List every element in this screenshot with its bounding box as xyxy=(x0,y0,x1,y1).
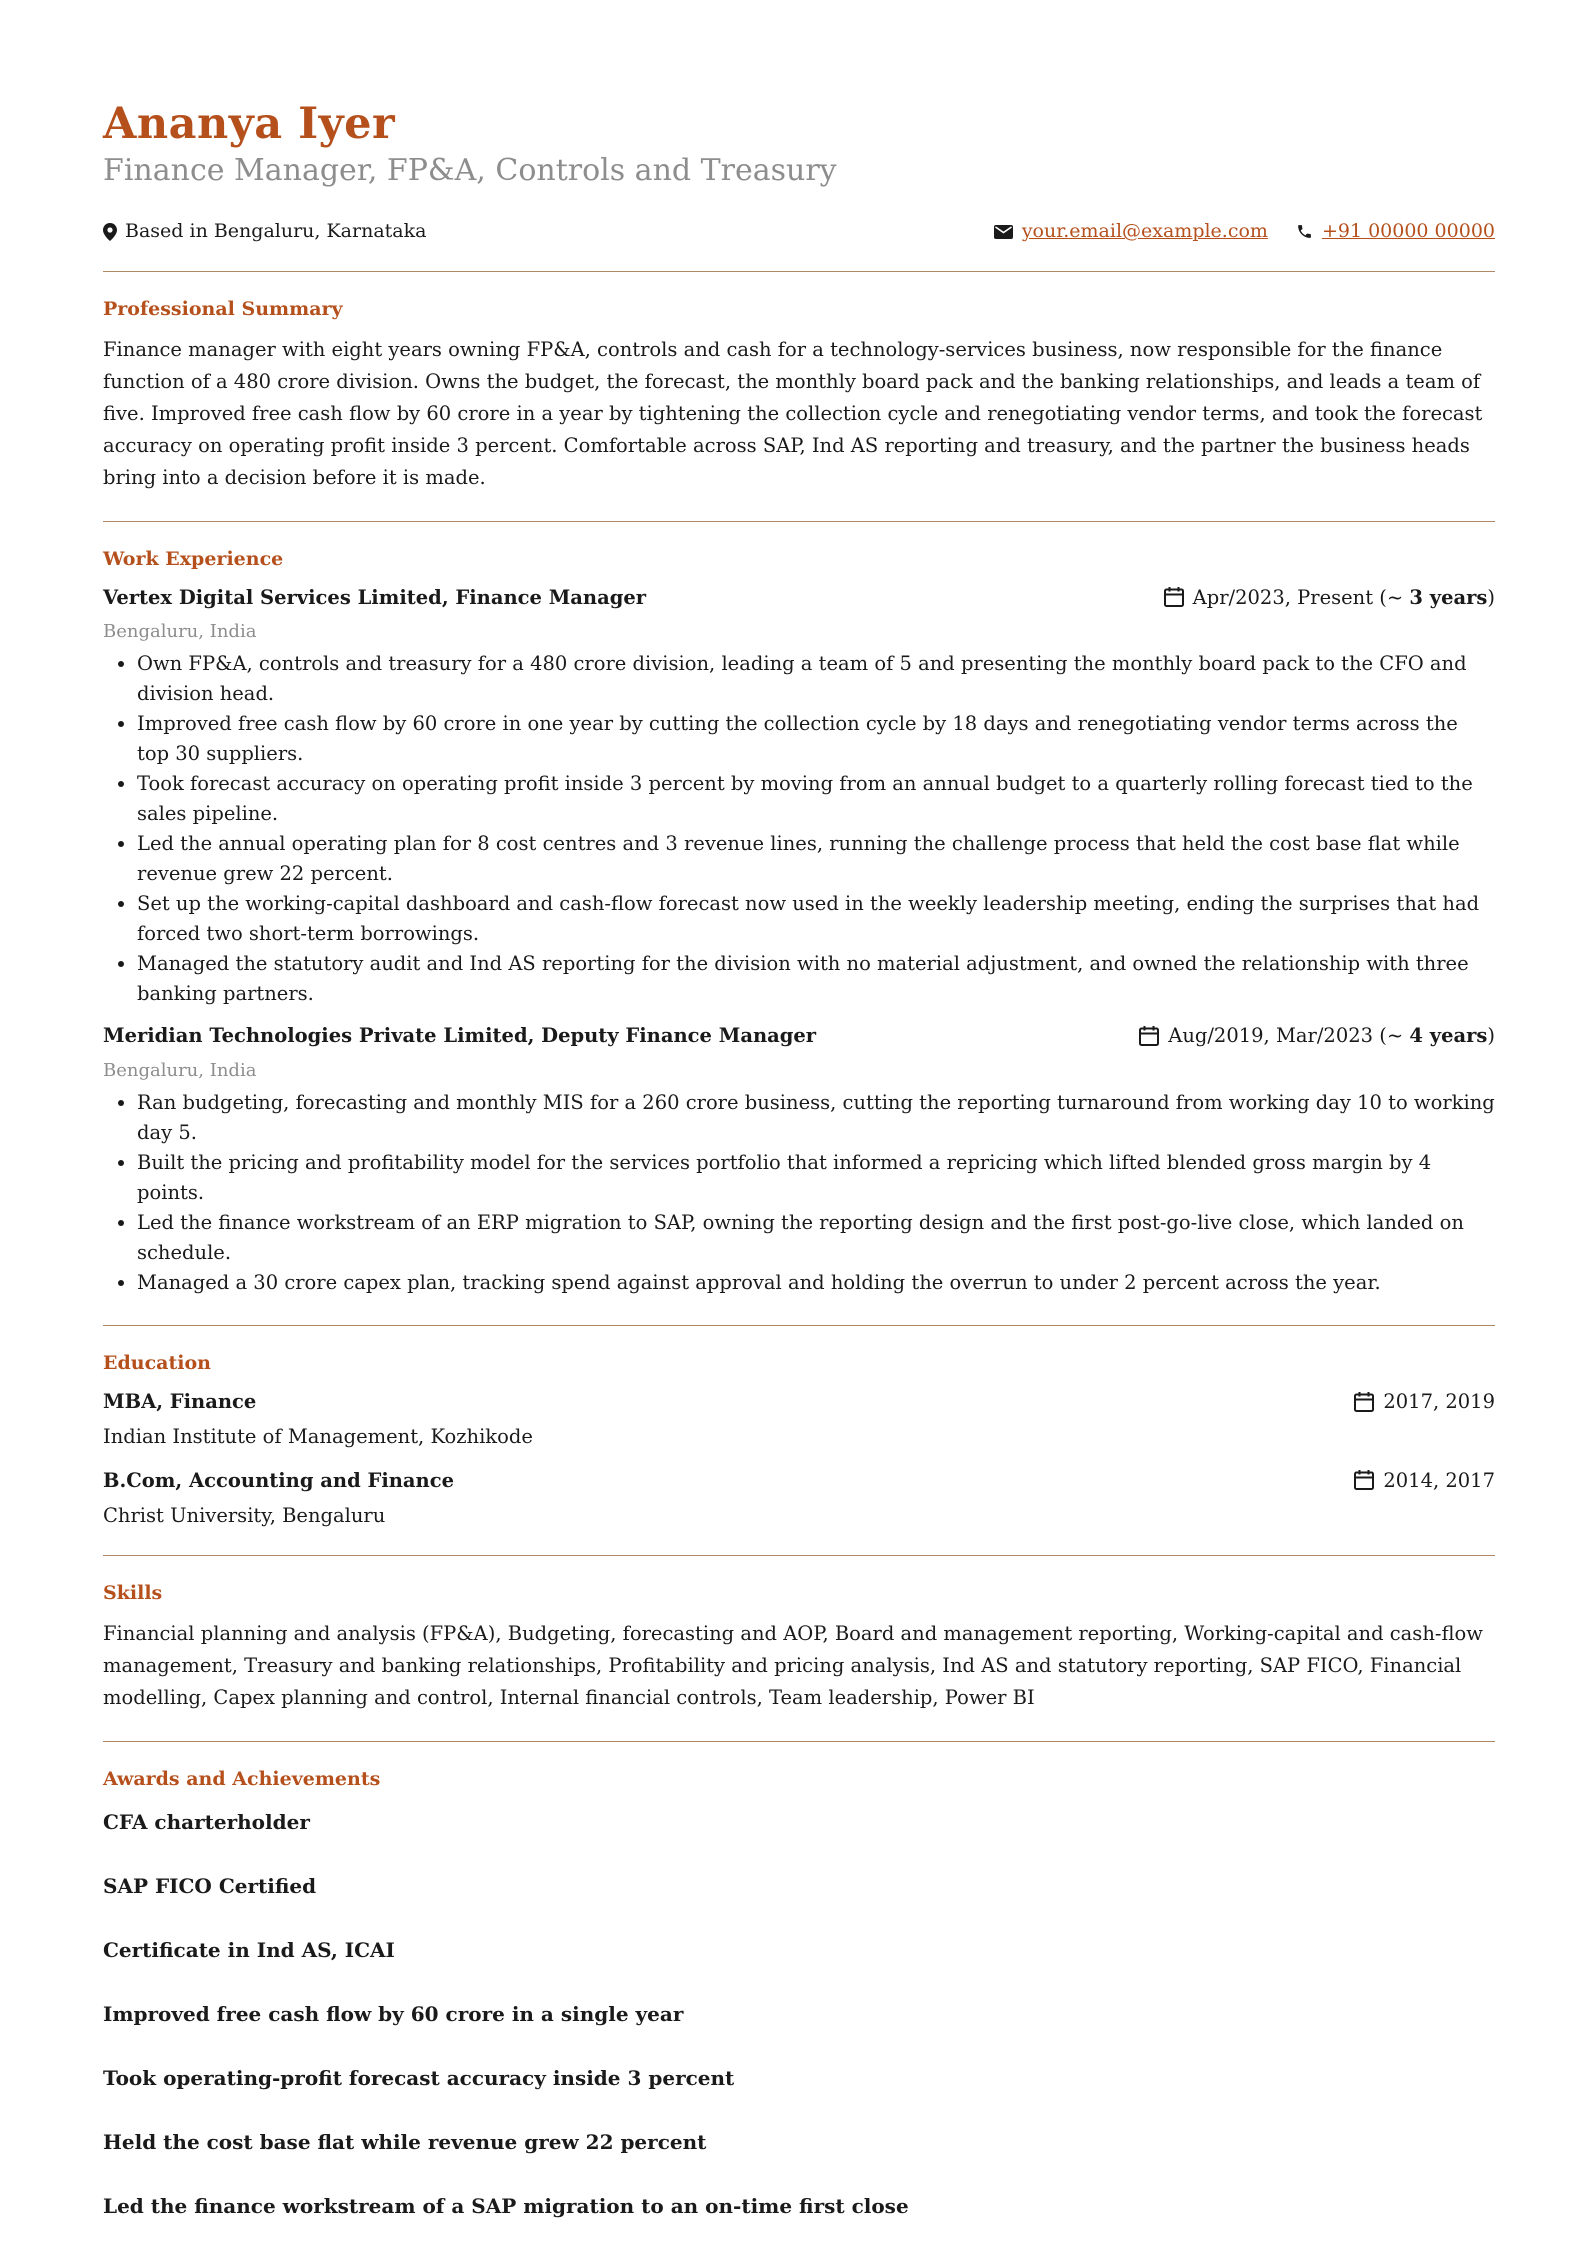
awards-heading: Awards and Achievements xyxy=(103,1768,381,1791)
skills-heading: Skills xyxy=(103,1582,163,1605)
education-degree: MBA, Finance xyxy=(103,1389,257,1413)
date-range: Apr/2023, Present (~ xyxy=(1192,585,1410,609)
award-item: Took operating-profit forecast accuracy inside 3 percent xyxy=(103,2065,735,2090)
section-divider xyxy=(103,1325,1495,1326)
envelope-icon xyxy=(994,225,1013,239)
job-header: Vertex Digital Services Limited, Finance Manager Apr/2023, Present (~ 3 years) xyxy=(103,585,1495,609)
summary-heading: Professional Summary xyxy=(103,298,343,321)
map-pin-icon xyxy=(103,223,117,241)
resume-page xyxy=(103,100,1495,2219)
calendar-icon xyxy=(1138,1025,1160,1047)
education-header xyxy=(103,1389,1495,1414)
education-degree: B.Com, Accounting and Finance xyxy=(103,1468,455,1492)
list-item: • Own FP&A, controls and treasury for a 480 crore division, leading a team of 5 and presenting the monthly board pack to the CFO and division head. xyxy=(137,649,1495,709)
list-item: • Led the finance workstream of an ERP migration to SAP, owning the reporting design and the first post-go-live close, which landed on schedule. xyxy=(137,1208,1495,1268)
email-link[interactable]: your.email@example.com xyxy=(1021,220,1268,243)
job-dates xyxy=(1163,585,1495,610)
summary-text: Finance manager with eight years owning FP&A, controls and cash for a technology-services business, now responsible for the finance function of a 480 crore division. Owns the budget, the forecast, the monthly board pack and the banking relationships, and leads a team of five. Improved free cash flow by 60 crore in a year by tightening the collection cycle and renegotiating vendor terms, and took the forecast accuracy on operating profit inside 3 percent. Comfortable across SAP, Ind AS reporting and treasury, and the partner the business heads bring into a decision before it is made. xyxy=(103,337,1483,489)
award-item: Certificate in Ind AS, ICAI xyxy=(103,1937,395,1962)
job-entry xyxy=(103,1023,1495,1298)
section-divider xyxy=(103,521,1495,522)
email-block xyxy=(994,219,1268,244)
job-company: Vertex Digital Services Limited xyxy=(103,585,442,609)
date-range: 2017, 2019 xyxy=(1383,1389,1495,1413)
award-item: Led the finance workstream of a SAP migration to an on-time first close xyxy=(103,2193,909,2218)
list-item: • Led the annual operating plan for 8 cost centres and 3 revenue lines, running the challenge process that held the cost base flat while revenue grew 22 percent. xyxy=(137,829,1495,889)
job-location: Bengaluru, India xyxy=(103,1059,257,1081)
job-dates xyxy=(1138,1023,1495,1048)
job-role: Deputy Finance Manager xyxy=(541,1024,817,1048)
education-dates xyxy=(1353,1468,1495,1493)
date-range: 2014, 2017 xyxy=(1383,1468,1495,1492)
candidate-headline: Finance Manager, FP&A, Controls and Treasury xyxy=(103,153,837,189)
education-entry xyxy=(103,1389,1495,1450)
experience-heading: Work Experience xyxy=(103,547,284,570)
award-item: Improved free cash flow by 60 crore in a single year xyxy=(103,2001,684,2026)
education-header xyxy=(103,1468,1495,1493)
education-dates xyxy=(1353,1389,1495,1414)
list-item: • Managed the statutory audit and Ind AS reporting for the division with no material adjustment, and owned the relationship with three banking partners. xyxy=(137,949,1495,1009)
job-role: Finance Manager xyxy=(455,585,647,609)
education-heading: Education xyxy=(103,1352,211,1375)
date-range: Aug/2019, Mar/2023 (~ xyxy=(1168,1024,1410,1048)
section-divider xyxy=(103,1741,1495,1742)
list-item: • Managed a 30 crore capex plan, tracking spend against approval and holding the overrun to under 2 percent across the year. xyxy=(137,1268,1495,1298)
award-item: SAP FICO Certified xyxy=(103,1873,317,1898)
section-divider xyxy=(103,1555,1495,1556)
date-duration: 4 years xyxy=(1409,1024,1488,1048)
education-school: Christ University, Bengaluru xyxy=(103,1504,386,1528)
phone-link[interactable]: +91 00000 00000 xyxy=(1321,220,1495,243)
location-block xyxy=(103,219,426,244)
candidate-name: Ananya Iyer xyxy=(103,99,396,149)
date-duration: 3 years xyxy=(1409,585,1488,609)
phone-icon xyxy=(1296,223,1313,240)
section-divider xyxy=(103,271,1495,272)
education-school: Indian Institute of Management, Kozhikode xyxy=(103,1425,533,1449)
contact-links xyxy=(994,219,1495,244)
calendar-icon xyxy=(1353,1391,1375,1413)
date-close: ) xyxy=(1487,1024,1495,1048)
calendar-icon xyxy=(1163,586,1185,608)
job-header: Meridian Technologies Private Limited, Deputy Finance Manager Aug/2019, Mar/2023 (~ 4 years) xyxy=(103,1024,1495,1048)
list-item: • Set up the working-capital dashboard and cash-flow forecast now used in the weekly leadership meeting, ending the surprises that had forced two short-term borrowings. xyxy=(137,889,1495,949)
award-item: CFA charterholder xyxy=(103,1809,310,1834)
awards-list xyxy=(103,1809,1495,2219)
job-company: Meridian Technologies Private Limited xyxy=(103,1024,528,1048)
list-item: • Took forecast accuracy on operating profit inside 3 percent by moving from an annual budget to a quarterly rolling forecast tied to the sales pipeline. xyxy=(137,769,1495,829)
list-item: • Improved free cash flow by 60 crore in one year by cutting the collection cycle by 18 days and renegotiating vendor terms across the top 30 suppliers. xyxy=(137,709,1495,769)
job-location: Bengaluru, India xyxy=(103,621,257,643)
job-bullets xyxy=(103,649,1495,1009)
phone-block xyxy=(1296,219,1495,244)
calendar-icon xyxy=(1353,1469,1375,1491)
skills-text: Financial planning and analysis (FP&A), Budgeting, forecasting and AOP, Board and management reporting, Working-capital and cash-flow management, Treasury and banking relationships, Profitability and pricing analysis, Ind AS and statutory reporting, SAP FICO, Financial modelling, Capex planning and control, Internal financial controls, Team leadership, Power BI xyxy=(103,1622,1483,1710)
list-item: • Built the pricing and profitability model for the services portfolio that informed a repricing which lifted blended gross margin by 4 points. xyxy=(137,1148,1495,1208)
list-item: • Ran budgeting, forecasting and monthly MIS for a 260 crore business, cutting the reporting turnaround from working day 10 to working day 5. xyxy=(137,1088,1495,1148)
contact-row xyxy=(103,219,1495,244)
education-entry xyxy=(103,1468,1495,1529)
award-item: Held the cost base flat while revenue grew 22 percent xyxy=(103,2129,707,2154)
location-text: Based in Bengaluru, Karnataka xyxy=(125,220,427,243)
date-close: ) xyxy=(1487,585,1495,609)
job-entry xyxy=(103,585,1495,1010)
job-bullets xyxy=(103,1088,1495,1298)
